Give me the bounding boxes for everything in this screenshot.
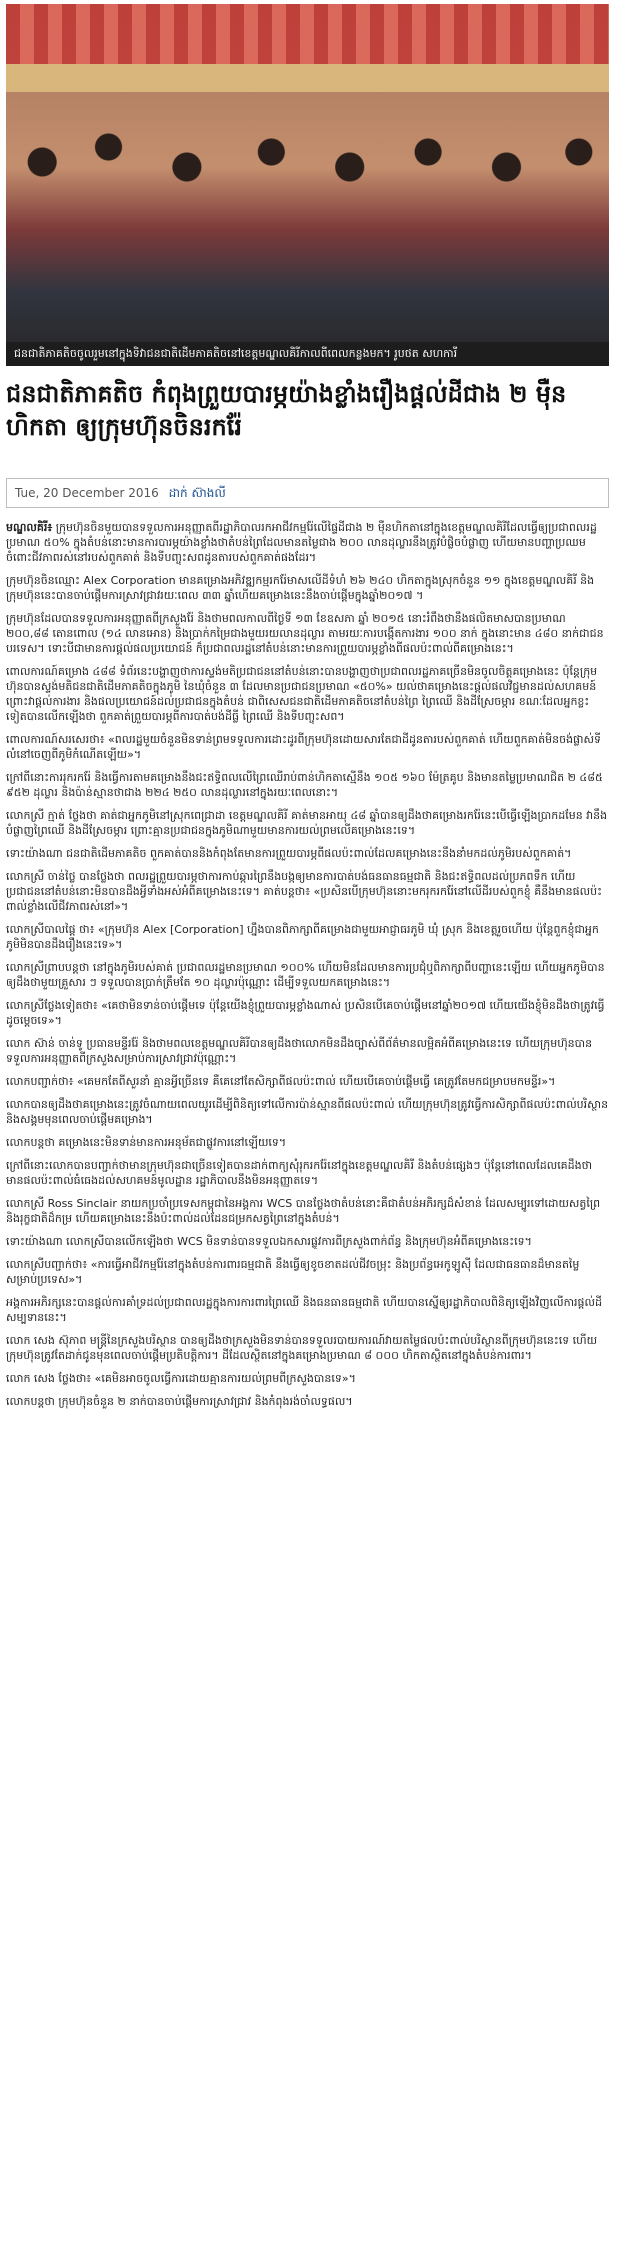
article-paragraph: លោកបានឲ្យដឹងថាគម្រោងនេះត្រូវចំណាយពេលយូរដើម្បីពិនិត្យទៅលើការប៉ាន់ស្មានពីផលប៉ះពាល់ ហើយក្រុមហ៊ុនត្រូវធ្វើការសិក្សាពីផលប៉ះពាល់បរិស្ថាន និងសង្គមមុនពេលចាប់ផ្តើមគម្រោង។ <box>6 1098 609 1126</box>
article-paragraph: លោក សេង ថ្លែងថា៖ «គេមិនអាចចូលធ្វើការដោយគ្មានការយល់ព្រមពីក្រសួងបានទេ»។ <box>6 1372 356 1385</box>
author-link[interactable]: ដាក់ ស៊ាងលី <box>168 486 226 500</box>
article-paragraph: លោកស្រីថ្លែងទៀតថា៖ «គេថាមិនទាន់ចាប់ផ្តើមទេ ប៉ុន្តែយើងខ្ញុំព្រួយបារម្ភខ្លាំងណាស់ ប្រសិនបើគេចាប់ផ្តើមនៅឆ្នាំ២០១៧ ហើយយើងខ្ញុំមិនដឹងថាត្រូវធ្វើដូចម្តេចទេ»។ <box>6 999 605 1027</box>
article-photo <box>6 4 609 342</box>
article-paragraph: ពោលការណ៍សរសេរថា៖ «ពលរដ្ឋមួយចំនួនមិនទាន់ព្រមទទួលការដោះដូរពីក្រុមហ៊ុនដោយសារតែជាដីដូនតារបស់ពួកគាត់ ហើយពួកគាត់មិនចង់ផ្លាស់ទីលំនៅចេញពីភូមិកំណើតឡើយ»។ <box>6 733 601 761</box>
article-paragraph: លោកស្រី ចាន់ថ្លៃ បានថ្លែងថា ពលរដ្ឋព្រួយបារម្ភថាការកាប់ឆ្ការព្រៃនឹងបង្កឲ្យមានការបាត់បង់ធនធានធម្មជាតិ និងជះឥទ្ធិពលដល់ប្រភពទឹក ហើយប្រជាជននៅតំបន់នោះមិនបានដឹងអ្វីទាំងអស់អំពីគម្រោងនេះទេ។ គាត់បន្តថា៖ «ប្រសិនបើក្រុមហ៊ុននោះមករុករករ៉ែនៅលើដីរបស់ពួកខ្ញុំ គឺនឹងមានផលប៉ះពាល់ខ្លាំងលើជីវភាពរស់នៅ»។ <box>6 870 602 913</box>
article-paragraph: ទោះយ៉ាងណា ជនជាតិដើមភាគតិច ពួកគាត់បាននិងកំពុងតែមានការព្រួយបារម្ភពីផលប៉ះពាល់ដែលគម្រោងនេះនឹងនាំមកដល់ភូមិរបស់ពួកគាត់។ <box>6 847 572 860</box>
article-paragraph: លោកស្រីបាលផ្តៃ ថា៖ «ក្រុមហ៊ុន Alex [Corporation] ហ្នឹងបានពិភាក្សាពីគម្រោងជាមួយអាជ្ញាធរភូមិ ឃុំ ស្រុក និងខេត្តរួចហើយ ប៉ុន្តែពួកខ្ញុំជាអ្នកភូមិមិនបានដឹងរឿងនេះទេ»។ <box>6 923 599 951</box>
article-paragraph: លោកបន្តថា គម្រោងនេះមិនទាន់មានការអនុម័តជាផ្លូវការនៅឡើយទេ។ <box>6 1136 287 1149</box>
article-paragraph: លោកស្រីព្រាបបន្តថា នៅក្នុងភូមិរបស់គាត់ ប្រជាពលរដ្ឋមានប្រមាណ ១០០% ហើយមិនដែលមានការប្រជុំឬពិភាក្សាពីបញ្ហានេះឡើយ ហើយអ្នកភូមិបានឲ្យដឹងថាមួយគ្រួសារ ៗ ទទួលបានប្រាក់ត្រឹមតែ ១០ ដុល្លារប៉ុណ្ណោះ ដើម្បីទទួលយកគម្រោងនេះ។ <box>6 961 605 989</box>
article-paragraph: លោកបន្តថា ក្រុមហ៊ុនចំនួន ២ នាក់បានចាប់ផ្តើមការស្រាវជ្រាវ និងកំពុងរង់ចាំលទ្ធផល។ <box>6 1395 353 1408</box>
article-headline: ជនជាតិភាគតិច កំពុងព្រួយបារម្ភយ៉ាងខ្លាំងរឿងផ្តល់ដីជាង ២ ម៉ឺនហិកតា ឲ្យក្រុមហ៊ុនចិនរករ៉ែ <box>6 380 567 441</box>
article-paragraph: ពោលការណ៍គម្រោង ៤៨៨ ទំព័រនេះបង្ហាញថាការស្ទង់មតិប្រជាជននៅតំបន់នោះបានបង្ហាញថាប្រជាពលរដ្ឋភាគច្រើនមិនចូលចិត្តគម្រោងនេះ ប៉ុន្តែក្រុមហ៊ុនបានស្ទង់មតិជនជាតិដើមភាគតិចក្នុងភូមិ នៃឃុំចំនួន ៣ ដែលមានប្រជាជនប្រមាណ «៥០%» យល់ថាគម្រោងនេះផ្តល់ផលវិជ្ជមានដល់សហគមន៍ ព្រោះវាផ្តល់ការងារ និងផលប្រយោជន៍ដល់ប្រជាជនក្នុងតំបន់ ជាពិសេសជនជាតិដើមភាគតិចនៅតំបន់ព្រៃ ព្រៃឈើ និងដីស្រែចម្ការ ខណៈដែលអ្នកខ្លះទៀតបានលើកឡើងថា ពួកគាត់ព្រួយបារម្ភពីការបាត់បង់ដីធ្លី ព្រៃឈើ និងទីបញ្ចុះសព។ <box>6 665 598 723</box>
photo-caption: ជនជាតិភាគតិចចូលរួមនៅក្នុងទិវាជនជាតិដើមភាគតិចនៅខេត្តមណ្ឌលគិរីកាលពីពេលកន្លងមក។ រូបថត សហការី <box>6 342 609 366</box>
article-paragraph: អង្គការអភិរក្សនេះបានផ្តល់ការគាំទ្រដល់ប្រជាពលរដ្ឋក្នុងការការពារព្រៃឈើ និងធនធានធម្មជាតិ ហើយបានស្នើឲ្យរដ្ឋាភិបាលពិនិត្យឡើងវិញលើការផ្តល់ដីសម្បទាននេះ។ <box>6 1296 602 1324</box>
article-paragraph: ក្រុមហ៊ុនចិនឈ្មោះ Alex Corporation មានគម្រោងអភិវឌ្ឍកម្មរករ៉ែមាសលើដីទំហំ ២៦ ២៤០ ហិកតាក្នុងស្រុកចំនួន ១១ ក្នុងខេត្តមណ្ឌលគិរី និងក្រុមហ៊ុននេះបានចាប់ផ្តើមការស្រាវជ្រាវរយៈពេល ៣៣ ឆ្នាំហើយគម្រោងនេះនឹងចាប់ផ្តើមក្នុងឆ្នាំ២០១៧ ។ <box>6 574 595 602</box>
article-paragraph: លោកបញ្ជាក់ថា៖ «គេមកតែពីសួរនាំ គ្មានអ្វីច្រើនទេ គឺគេនៅតែសិក្សាពីផលប៉ះពាល់ ហើយបើគេចាប់ផ្តើមធ្វើ គេត្រូវតែមកជម្រាបមកមន្ទីរ»។ <box>6 1075 556 1088</box>
photo-crowd <box>6 92 609 342</box>
article-paragraph: ក្រៅពីនោះការរុករករ៉ែ និងធ្វើការតាមគម្រោងនឹងជះឥទ្ធិពលលើព្រៃឈើរាប់ពាន់ហិកតាស្មើនឹង ១០៥ ១៦០ ម៉ែត្រគូប និងមានតម្លៃប្រមាណជិត ២ ៤៨៥ ៩៥២ ដុល្លារ និងប៉ាន់ស្មានថាជាង ២២៤ ២៥០ លានដុល្លារនៅក្នុងរយៈពេលនោះ។ <box>6 771 603 799</box>
article-meta <box>6 478 609 508</box>
article-paragraph: លោកស្រី Ross Sinclair នាយកប្រចាំប្រទេសកម្ពុជានៃអង្គការ WCS បានថ្លែងថាតំបន់នោះគឺជាតំបន់អភិរក្សដ៏សំខាន់ ដែលសម្បូរទៅដោយសត្វព្រៃ និងរុក្ខជាតិដ៏កម្រ ហើយគម្រោងនេះនឹងប៉ះពាល់ដល់ដែនជម្រកសត្វព្រៃនៅក្នុងតំបន់។ <box>6 1197 601 1225</box>
article-paragraph: លោក ស៊ាន់ ចាន់ទូ ប្រធានមន្ទីររ៉ែ និងថាមពលខេត្តមណ្ឌលគិរីបានឲ្យដឹងថាលោកមិនដឹងច្បាស់ពីព័ត៌មានលម្អិតអំពីគម្រោងនេះទេ ហើយក្រុមហ៊ុនបានទទួលការអនុញ្ញាតពីក្រសួងសម្រាប់ការស្រាវជ្រាវប៉ុណ្ណោះ។ <box>6 1037 593 1065</box>
photo-tent-band <box>6 64 609 92</box>
article-body <box>6 520 609 1417</box>
article-paragraph: លោកស្រី ក្មាត់ ថ្លែងថា គាត់ជាអ្នកភូមិនៅស្រុកពេជ្រាដា ខេត្តមណ្ឌលគិរី គាត់មានអាយុ ៤៨ ឆ្នាំបានឲ្យដឹងថាគម្រោងរករ៉ែនេះបើធ្វើឡើងប្រាកដមែន វានឹងបំផ្លាញព្រៃឈើ និងដីស្រែចម្ការ ព្រោះគ្មានប្រជាជនក្នុងភូមិណាមួយមានការយល់ព្រមលើគម្រោងនេះទេ។ <box>6 809 608 837</box>
article-paragraph: ទោះយ៉ាងណា លោកស្រីបានលើកឡើងថា WCS មិនទាន់បានទទួលឯកសារផ្លូវការពីក្រសួងពាក់ព័ន្ធ និងក្រុមហ៊ុនអំពីគម្រោងនេះទេ។ <box>6 1235 532 1248</box>
article-paragraph: ក្រុមហ៊ុនដែលបានទទួលការអនុញ្ញាតពីក្រសួងរ៉ែ និងថាមពលកាលពីថ្ងៃទី ១៣ ខែឧសភា ឆ្នាំ ២០១៥ នោះរំពឹងថានឹងផលិតមាសបានប្រមាណ ២០០,៨៨ តោនពោល (១៤ លានអោន) និងប្រាក់កម្រៃជាងមួយរយលានដុល្លារ តាមរយៈការបង្កើតការងារ ១០០ នាក់ ក្នុងនោះមាន ៤៨០ នាក់ជាជនបរទេស។ ទោះបីជាមានការផ្តល់ផលប្រយោជន៍ ក៏ប្រជាពលរដ្ឋនៅតំបន់នោះមានការព្រួយបារម្ភខ្លាំងពីផលប៉ះពាល់ពីគម្រោងនេះ។ <box>6 612 604 655</box>
article-paragraph: ក្រៅពីនោះលោកបានបញ្ជាក់ថាមានក្រុមហ៊ុនជាច្រើនទៀតបានដាក់ពាក្យសុំរុករករ៉ែនៅក្នុងខេត្តមណ្ឌលគិរី និងតំបន់ផ្សេងៗ ប៉ុន្តែនៅពេលដែលគេដឹងថាមានផលប៉ះពាល់ធំធេងដល់សហគមន៍មូលដ្ឋាន រដ្ឋាភិបាលនឹងមិនអនុញ្ញាតទេ។ <box>6 1159 593 1187</box>
publish-date: Tue, 20 December 2016 <box>15 486 159 500</box>
dateline: មណ្ឌលគិរី៖ <box>6 521 53 534</box>
article-paragraph: លោក សេង ស៊ុភាព មន្ត្រីនៃក្រសួងបរិស្ថាន បានឲ្យដឹងថាក្រសួងមិនទាន់បានទទួលរបាយការណ៍វាយតម្លៃផលប៉ះពាល់បរិស្ថានពីក្រុមហ៊ុននេះទេ ហើយក្រុមហ៊ុនត្រូវតែដាក់ជូនមុនពេលចាប់ផ្តើមប្រតិបត្តិការ។ ដីដែលស្ថិតនៅក្នុងគម្រោងប្រមាណ ៨ ០០០ ហិកតាស្ថិតនៅក្នុងតំបន់ការពារ។ <box>6 1334 598 1362</box>
article-paragraph: លោកស្រីបញ្ជាក់ថា៖ «ការធ្វើអាជីវកម្មរ៉ែនៅក្នុងតំបន់ការពារធម្មជាតិ នឹងធ្វើឲ្យខូចខាតដល់ជីវចម្រុះ និងប្រព័ន្ធអេកូឡូស៊ី ដែលជាធនធានដ៏មានតម្លៃសម្រាប់ប្រទេស»។ <box>6 1258 580 1286</box>
article-paragraph: មណ្ឌលគិរី៖ ក្រុមហ៊ុនចិនមួយបានទទួលការអនុញ្ញាតពីរដ្ឋាភិបាលរកអាជីវកម្មរ៉ែលើផ្ទៃដីជាង ២ ម៉ឺនហិកតានៅក្នុងខេត្តមណ្ឌលគិរីដែលធ្វើឲ្យប្រជាពលរដ្ឋប្រមាណ ៥០% ក្នុងតំបន់នោះមានការបារម្ភយ៉ាងខ្លាំងថាតំបន់ព្រៃដែលមានតម្លៃជាង ២០០ លានដុល្លារនឹងត្រូវបំផ្លិចបំផ្លាញ ហើយមានបញ្ហាប្រឈមចំពោះជីវភាពរស់នៅរបស់ពួកគាត់ និងទីបញ្ចុះសពដូនតារបស់ពួកគាត់ផងដែរ។ <box>6 521 597 564</box>
